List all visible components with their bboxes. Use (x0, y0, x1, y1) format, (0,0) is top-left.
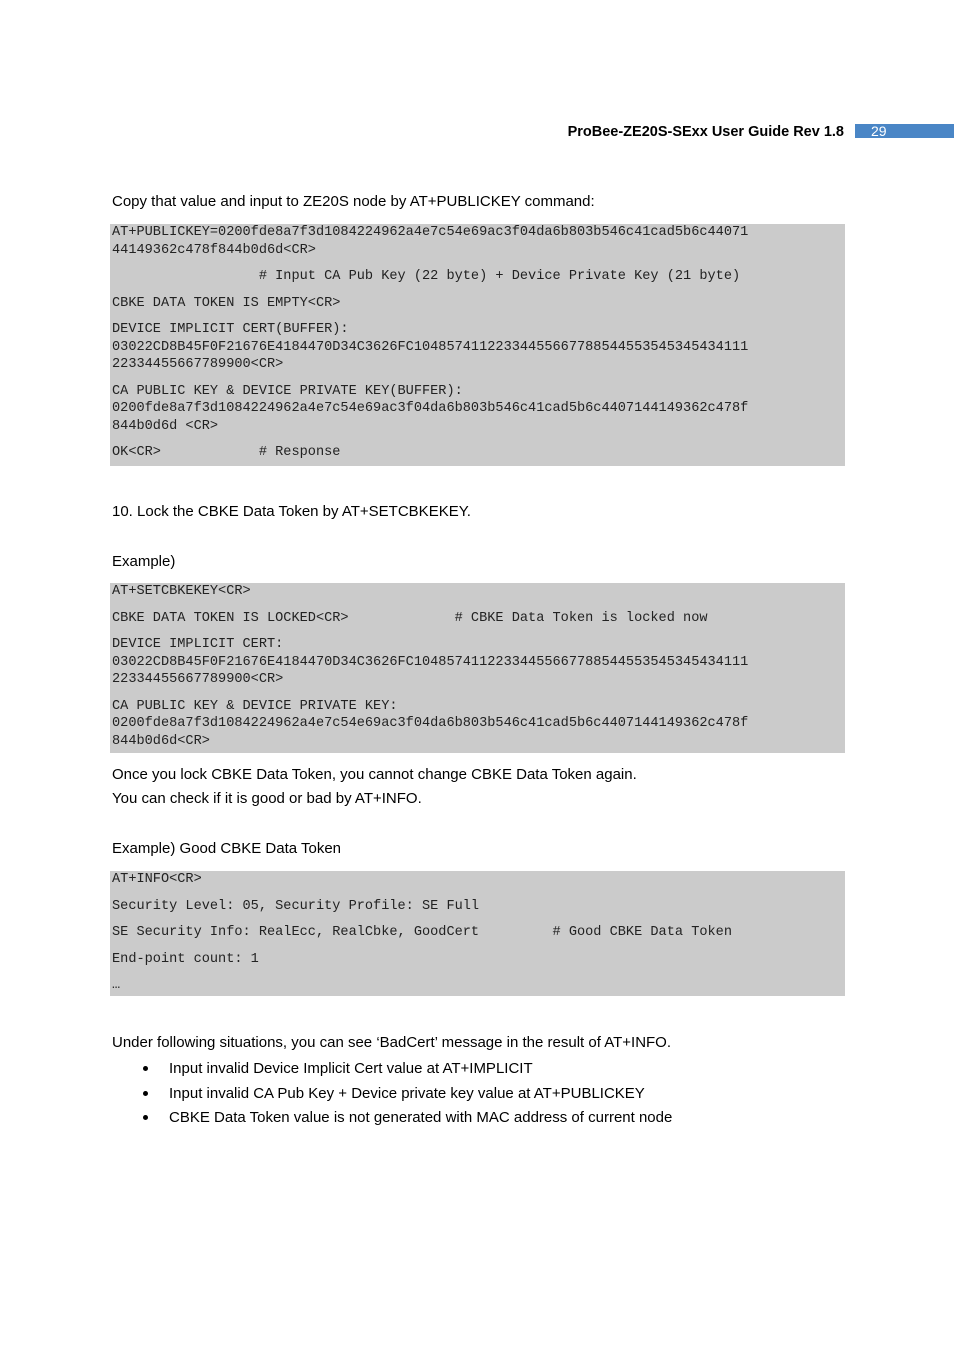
check-note: You can check if it is good or bad by AT+INFO. (112, 790, 422, 807)
code-line: SE Security Info: RealEcc, RealCbke, GoodCert # Good CBKE Data Token (112, 925, 732, 940)
code-line: CA PUBLIC KEY & DEVICE PRIVATE KEY(BUFFER): (112, 383, 463, 399)
code-line: AT+INFO<CR> (112, 872, 202, 887)
document-title: ProBee-ZE20S-SExx User Guide Rev 1.8 (567, 124, 844, 140)
code-line: AT+SETCBKEKEY<CR> (112, 584, 251, 599)
code-line: End-point count: 1 (112, 951, 259, 967)
code-line: # Input CA Pub Key (22 byte) + Device Private Key (21 byte) (112, 269, 741, 284)
code-line: OK<CR> # Response (112, 445, 341, 460)
badcert-intro: Under following situations, you can see ‘BadCert’ message in the result of AT+INFO. (112, 1034, 672, 1051)
code-block-setcbkekey (110, 583, 845, 753)
code-block-publickey (110, 224, 845, 466)
step-10-heading: 10. Lock the CBKE Data Token by AT+SETCBKEKEY. (112, 503, 471, 520)
code-line: 44149362c478f844b0d6d<CR> (112, 242, 316, 258)
code-line: 03022CD8B45F0F21676E4184470D34C3626FC10485741122334455667788544553545345434111 (112, 339, 749, 355)
list-item: Input invalid Device Implicit Cert value at AT+IMPLICIT (112, 1057, 672, 1082)
code-block-info (110, 871, 845, 996)
code-line: AT+PUBLICKEY=0200fde8a7f3d1084224962a4e7c54e69ac3f04da6b803b546c41cad5b6c44071 (112, 225, 749, 240)
example-label: Example) (112, 553, 176, 570)
code-line: 03022CD8B45F0F21676E4184470D34C3626FC10485741122334455667788544553545345434111 (112, 654, 749, 670)
intro-paragraph: Copy that value and input to ZE20S node by AT+PUBLICKEY command: (112, 193, 595, 210)
list-item: CBKE Data Token value is not generated with MAC address of current node (112, 1106, 672, 1131)
code-line: CA PUBLIC KEY & DEVICE PRIVATE KEY: (112, 698, 398, 714)
list-item: Input invalid CA Pub Key + Device private key value at AT+PUBLICKEY (112, 1082, 672, 1107)
code-line: 844b0d6d<CR> (112, 733, 210, 749)
code-line: CBKE DATA TOKEN IS EMPTY<CR> (112, 295, 341, 311)
lock-note: Once you lock CBKE Data Token, you cannot change CBKE Data Token again. (112, 766, 637, 783)
code-line: … (112, 978, 121, 993)
code-line: 844b0d6d <CR> (112, 418, 219, 434)
code-line: DEVICE IMPLICIT CERT: (112, 637, 284, 652)
code-line: Security Level: 05, Security Profile: SE Full (112, 898, 480, 914)
code-line: 22334455667789900<CR> (112, 357, 284, 372)
badcert-conditions-list (112, 1057, 672, 1131)
code-line: CBKE DATA TOKEN IS LOCKED<CR> # CBKE Data Token is locked now (112, 610, 708, 626)
code-line: 0200fde8a7f3d1084224962a4e7c54e69ac3f04da6b803b546c41cad5b6c4407144149362c478f (112, 716, 749, 731)
code-line: DEVICE IMPLICIT CERT(BUFFER): (112, 322, 349, 337)
page-header (0, 122, 954, 140)
page-number-badge: 29 (855, 124, 954, 138)
code-line: 22334455667789900<CR> (112, 672, 284, 687)
code-line: 0200fde8a7f3d1084224962a4e7c54e69ac3f04da6b803b546c41cad5b6c4407144149362c478f (112, 401, 749, 416)
example-good-label: Example) Good CBKE Data Token (112, 840, 342, 857)
